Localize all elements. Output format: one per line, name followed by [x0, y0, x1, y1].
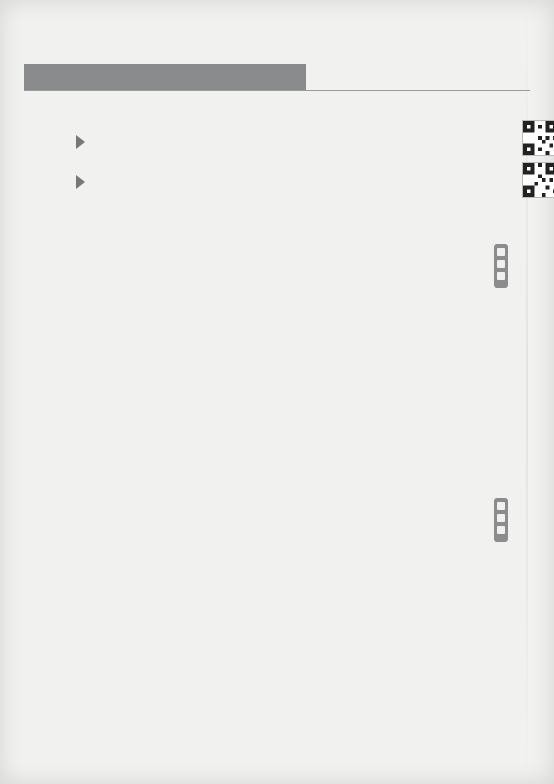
- triangle-arrow-icon: [76, 175, 85, 189]
- qr-code-icon[interactable]: [522, 120, 554, 156]
- side-index-tab: [494, 498, 508, 542]
- qr-code-icon[interactable]: [522, 162, 554, 198]
- page-crease: [526, 0, 528, 784]
- section-heading: [76, 126, 514, 158]
- header-rule: [24, 90, 530, 91]
- triangle-arrow-icon: [76, 135, 85, 149]
- side-index-tab: [494, 244, 508, 288]
- header-band: [24, 64, 306, 90]
- section-heading: [76, 166, 514, 198]
- page-content: [82, 118, 514, 204]
